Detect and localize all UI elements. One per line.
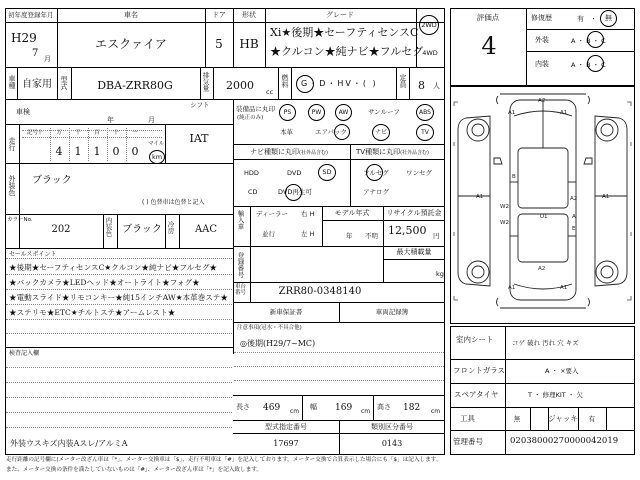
navi-dvd-play: DVD再生可: [278, 188, 312, 196]
tool-value: 無: [513, 415, 521, 423]
color-note: ( ) 色替車は色替と記入: [142, 199, 205, 206]
sales-points-label: セールスポイント: [9, 251, 57, 258]
record-book: 車両記録簿: [375, 308, 409, 316]
color-code-label: カラーNo.: [7, 217, 33, 223]
odometer-digit: 1: [93, 145, 101, 158]
mark-a-right: A: [572, 214, 576, 220]
mark-a1-top-left: A1: [508, 110, 516, 116]
width-unit: cm: [361, 408, 371, 415]
repair-sep: ・: [590, 15, 597, 23]
color-label: 外装色: [8, 175, 16, 196]
tv-analog: アナログ: [363, 188, 389, 196]
tv-fullseg: フルセグ: [363, 169, 389, 177]
fuel-gasoline-circle: [296, 75, 314, 93]
exterior-grades: A ・ B ・ C: [571, 37, 606, 45]
repair-no-circle: [600, 10, 617, 27]
navi-sd-circle: [318, 164, 336, 181]
sales-line-4: ★ステリモ★ETC★チルトステ★アームレスト★: [9, 308, 176, 317]
equipment-navi: ナビ: [374, 128, 387, 136]
tv-oneseg: ワンセグ: [406, 169, 432, 177]
interior-color-label: 内装色: [104, 217, 113, 237]
warranty-book: 新車保証書: [269, 308, 303, 316]
exterior-label: 外装: [535, 36, 549, 44]
mark-u1: U1: [540, 214, 548, 220]
equipment-tv: TV: [421, 128, 429, 136]
import-left: 左 H: [301, 230, 315, 238]
running-label: 走行: [8, 137, 16, 151]
mark-a2-mid: A2: [570, 196, 578, 202]
odometer-digit-header: 百: [94, 130, 100, 136]
odometer-digit: 0: [131, 145, 139, 158]
score-value: 4: [481, 32, 497, 60]
equipment-sunroof: サンルーフ: [368, 108, 400, 116]
equipment-subtitle: (純正のみ): [237, 115, 264, 121]
navi-sd: SD: [322, 168, 332, 177]
capacity-label: 定員: [399, 74, 407, 88]
shift-label: シフト: [190, 101, 210, 109]
type-value: 自家用: [22, 79, 52, 90]
length-label: 長さ: [236, 403, 250, 411]
import-right: 右 H: [301, 210, 315, 218]
sales-line-2: ★バックカメラ★LEDヘッド★オートライト★フォグ★: [9, 278, 200, 287]
equipment-title: 装備品に丸印: [236, 105, 275, 113]
mark-w2-left: W2: [500, 204, 509, 210]
height-unit: cm: [431, 408, 441, 415]
mark-e-right: E: [572, 226, 576, 232]
odometer-digit-header: 十: [113, 130, 119, 136]
mgmt-value: 020380002700000420​19: [510, 436, 619, 446]
spare-label: スペアタイヤ: [454, 390, 499, 399]
repair-no: 無: [605, 14, 612, 22]
odometer-digit-header: 十: [37, 130, 43, 136]
tool-label: 工具: [460, 414, 475, 423]
type-no-value: 17697: [273, 439, 299, 448]
equipment-ps: PS: [283, 108, 292, 116]
recycle-unit: 円: [433, 232, 440, 240]
jack-label: ジャッキ: [548, 414, 578, 423]
capacity-value: 8: [418, 79, 425, 92]
equipment-pw: PW: [311, 108, 322, 116]
mark-a1-bottom-left: A1: [508, 285, 516, 291]
unit-km: km: [151, 152, 163, 161]
interior-label: 内装: [535, 60, 549, 68]
model-value: DBA-ZRR80G: [97, 79, 173, 92]
mark-w2-right: W2: [500, 220, 509, 226]
equipment-abs: ABS: [419, 108, 431, 116]
inspection-year-unit: 年: [107, 116, 114, 124]
max-load-label: 最大積載量: [396, 248, 432, 256]
height-value: 182: [403, 403, 421, 413]
month-unit: 月: [44, 55, 51, 63]
chassis-label: 車台番号: [235, 284, 247, 296]
mark-a1-top-right: A1: [560, 110, 568, 116]
capacity-unit: 人: [433, 82, 440, 90]
equipment-aw-circle: [335, 104, 352, 121]
import-dealer: ディーラー: [256, 210, 288, 218]
seat-label: 室内シート: [456, 335, 494, 344]
model-label: 型式: [60, 76, 68, 90]
mark-a1-bottom-right: A1: [560, 285, 568, 291]
length-unit: cm: [290, 408, 300, 415]
recycle-value: 12,500: [388, 224, 427, 237]
model-year-unit: 年: [346, 232, 353, 240]
equipment-leather: 本革: [280, 128, 293, 136]
equipment-airbag: エアバック: [315, 128, 347, 136]
type-no-label: 型式指定番号: [265, 423, 307, 431]
chassis-value: ZRR80-0348140: [278, 286, 362, 297]
navi-hdd: HDD: [244, 169, 259, 177]
width-value: 169: [335, 403, 353, 413]
import-parallel: 並行: [262, 230, 275, 238]
spare-value: T ・ 修理KIT ・ 欠: [528, 391, 583, 399]
notes-value: ◎後期(H29/7~MC): [240, 339, 316, 348]
jack-value: 有: [588, 415, 596, 423]
class-no-label: 類別区分番号: [371, 423, 413, 431]
drive-2wd: 2WD: [421, 20, 437, 29]
sales-line-1: ★後期★セーフティセンスC★クルコン★純ナビ★フルセグ★: [9, 263, 218, 272]
grade-line-1: Xi★後期★セーフティセンスC: [270, 26, 419, 39]
class-no-value: 0143: [381, 439, 403, 448]
footer-line-2: また、メーター交換の条件を満たしていないものは「#」、メーター改ざん車は「*」を記入致します。: [6, 467, 262, 473]
interior-color-value: ブラック: [122, 224, 162, 235]
shift-value: IAT: [189, 132, 209, 145]
equipment-aw: AW: [338, 108, 349, 116]
max-load-unit: kg: [436, 270, 444, 278]
mark-a2-bottom: A2: [538, 266, 546, 272]
drive-2wd-circle: [419, 15, 439, 35]
windshield-label: フロントガラス: [453, 366, 506, 375]
inspector-label: 検査記入欄: [9, 350, 40, 357]
width-label: 幅: [310, 403, 317, 411]
footer-line-1: 走行距離の記号欄に(メーター改ざん車は「*」、メーター交換車は「$」、走行不明車は「#」を記入しております。メーター交換で合算表示した場合にも「$」は記入します。: [6, 457, 442, 463]
unit-km-circle: [149, 150, 165, 164]
drive-4wd: 4WD: [422, 49, 438, 57]
grade-label: グレード: [326, 11, 354, 19]
car-name: エスクァイア: [95, 37, 167, 51]
displacement-unit: cc: [266, 88, 274, 96]
tv-title: TV種類に丸印(社外品含む): [356, 148, 429, 156]
odometer-digit: 0: [112, 145, 120, 158]
body-shape: HB: [239, 37, 259, 51]
repair-label: 修復歴: [531, 14, 552, 22]
navi-dvd-play-circle: [285, 184, 302, 201]
ac-label: 冷房: [166, 221, 175, 234]
height-label: 高さ: [377, 403, 391, 411]
odometer-digit: 4: [55, 145, 63, 158]
note-label: 記号: [27, 130, 39, 136]
mark-a1-side-right: A1: [602, 194, 610, 200]
type-label: 車種: [8, 75, 16, 89]
displacement-label: 排気量: [201, 72, 210, 92]
door-count: 5: [215, 37, 223, 51]
color-value: ブラック: [32, 175, 72, 186]
model-year-unknown: 不明: [365, 232, 378, 240]
equipment-tv-circle: [416, 124, 434, 141]
fuel-options: G・D・HV・( ): [301, 79, 378, 88]
car-damage-diagram: [450, 86, 635, 324]
interior-b-circle: [587, 55, 604, 72]
sales-line-3: ★電動スライド★リモコンキー★純15インチAW★本革巻ステ★: [9, 293, 228, 302]
odometer-digit-header: 一: [132, 130, 138, 136]
inspector-note: 外装ウスキズ内装Aスレ/アルミA: [10, 439, 128, 448]
score-label: 評価点: [476, 13, 500, 22]
notes-label: 注意事項(冠水・不具合他): [237, 325, 302, 331]
model-year-label: モデル年式: [334, 209, 370, 217]
equipment-pw-circle: [308, 104, 325, 121]
era-year: H29: [11, 31, 37, 45]
displacement-value: 2000: [226, 79, 254, 92]
import-label: 輸入車: [236, 210, 245, 230]
navi-cd: CD: [248, 188, 258, 196]
repair-yes: 有: [577, 15, 584, 23]
name-label: 車名: [124, 11, 138, 19]
color-code-value: 202: [51, 224, 71, 235]
length-value: 469: [263, 403, 281, 413]
equipment-navi-circle: [372, 124, 390, 141]
recycle-label: リサイクル預託金: [386, 209, 442, 217]
month-value: 7: [32, 48, 39, 59]
odometer-digit-header: 千: [75, 130, 81, 136]
mgmt-label: 管理番号: [453, 437, 483, 446]
unit-mile: マイル: [148, 141, 165, 147]
interior-grades: A ・ B ・ C: [571, 61, 606, 69]
inspection-month-unit: 月: [148, 116, 155, 124]
reg-year-label: 初年度登録年月: [8, 11, 54, 19]
inspection-label: 車検: [16, 108, 30, 116]
mark-a1-side-left: A1: [476, 194, 484, 200]
ac-value: AAC: [194, 224, 218, 235]
equipment-abs-circle: [416, 104, 434, 121]
fuel-label: 燃料: [281, 74, 289, 88]
navi-dvd: DVD: [287, 169, 302, 177]
exterior-b-circle: [587, 31, 604, 48]
grade-line-2: ★クルコン★純ナビ★フルセグ: [270, 45, 424, 58]
door-label: ドア: [212, 11, 226, 19]
odometer-digit-header: 万: [56, 130, 62, 136]
odometer-digit: 1: [74, 145, 82, 158]
windshield-value: A ・ ×要入: [545, 367, 579, 375]
equipment-ps-circle: [279, 104, 296, 121]
mark-a2-top: A2: [538, 98, 546, 104]
reg-number-label: 登録番号: [236, 252, 245, 278]
navi-title: ナビ種類に丸印(社外品含む): [250, 148, 328, 156]
seat-items: コゲ 破れ 汚れ 穴 キズ: [512, 339, 579, 347]
mark-b-left: B: [512, 174, 516, 180]
shape-label: 形状: [242, 11, 256, 19]
